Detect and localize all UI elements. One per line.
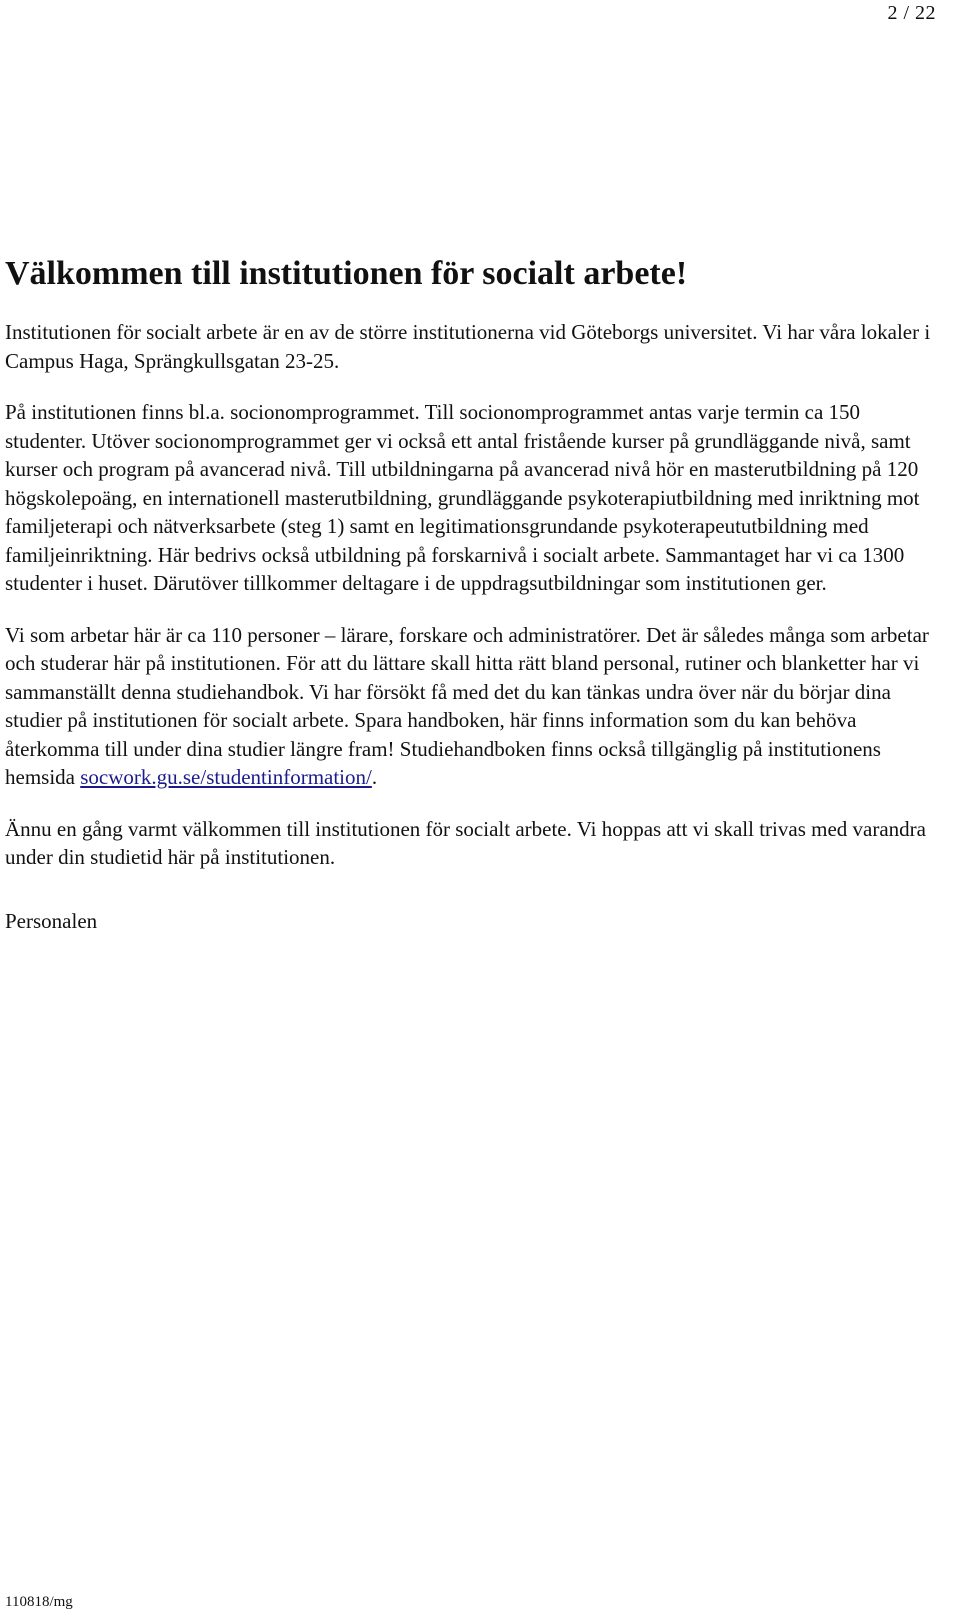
staff-paragraph-text: Vi som arbetar här är ca 110 personer – lärare, forskare och administratörer. Det är således många som arbetar och studerar här på institutionen. För att du lättare skall hitta rätt bland personal, rutiner och blanketter har vi sammanställt denna studiehandbok. Vi har försökt få med det du kan tänkas undra över när du börjar dina studier på institutionen för socialt arbete. Spara handboken, här finns information som du kan behöva återkomma till under dina studier längre fram! Studiehandboken finns också tillgänglig på institutionens hemsida: [5, 622, 929, 789]
page-number: 2 / 22: [887, 2, 936, 24]
intro-paragraph: Institutionen för socialt arbete är en av de större institutionerna vid Göteborgs universitet. Vi har våra lokaler i Campus Haga, Sprängkullsgatan 23-25.: [5, 320, 931, 373]
staff-paragraph: [5, 621, 940, 792]
document-body: [5, 252, 940, 958]
page-title: Välkommen till institutionen för socialt arbete!: [5, 255, 688, 292]
signature: Personalen: [5, 908, 98, 933]
programs-paragraph: På institutionen finns bl.a. socionomprogrammet. Till socionomprogrammet antas varje termin ca 150 studenter. Utöver socionomprogrammet ger vi också ett antal fristående kurser på grundläggande nivå, samt kurser och program på avancerad nivå. Till utbildningarna på avancerad nivå hör en masterutbildning på 120 högskolepoäng, en internationell masterutbildning, grundläggande psykoterapiutbildning med inriktning mot familjeterapi och nätverksarbete (steg 1) samt en legitimationsgrundande psykoterapeututbildning med familjeinriktning. Här bedrivs också utbildning på forskarnivå i socialt arbete. Sammantaget har vi ca 1300 studenter i huset. Därutöver tillkommer deltagare i de uppdragsutbildningar som institutionen ger.: [5, 400, 920, 595]
studentinformation-link[interactable]: socwork.gu.se/studentinformation/: [80, 765, 372, 789]
closing-paragraph: Ännu en gång varmt välkommen till institutionen för socialt arbete. Vi hoppas att vi skall trivas med varandra under din studietid här på institutionen.: [5, 816, 926, 869]
staff-paragraph-end: .: [371, 765, 378, 789]
footer-code: 110818/mg: [5, 1594, 73, 1610]
